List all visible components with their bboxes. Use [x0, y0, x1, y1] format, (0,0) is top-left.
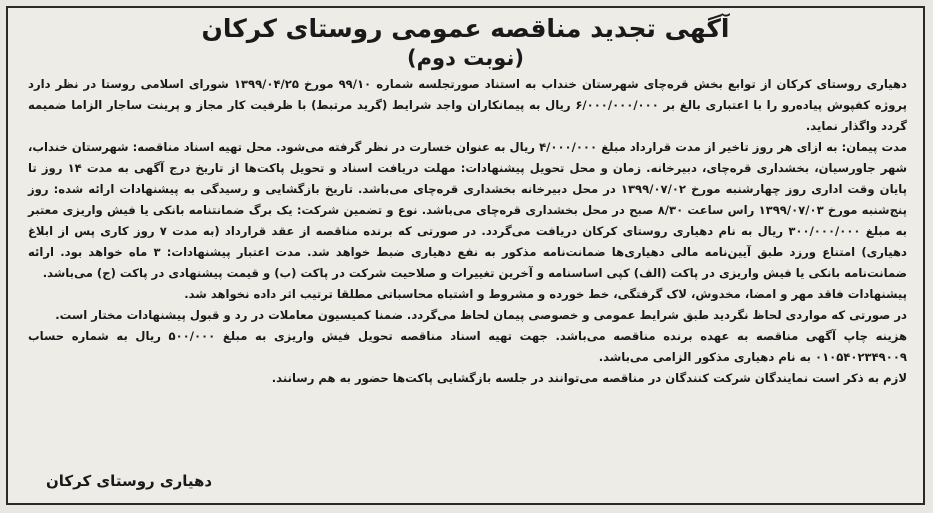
paragraph-general-conditions: در صورتی که مواردی لحاظ نگردید طبق شرایط عمومی و خصوصی پیمان لحاظ می‌گردد. ضمنا کمیسیون معاملات در رد و قبول پیشنهادات مختار است. — [55, 308, 907, 322]
paragraph-invalid-bids: پیشنهادات فاقد مهر و امضا، مخدوش، لاک گرفتگی، خط خورده و مشروط و اشتباه محاسباتی مطلقا ترتیب اثر داده نخواهد شد. — [184, 287, 907, 301]
notice-body — [28, 74, 907, 389]
notice-frame — [6, 6, 925, 505]
notice-title: آگهی تجدید مناقصه عمومی روستای کرکان — [201, 14, 730, 43]
paragraph-intro: دهیاری روستای کرکان از توابع بخش قره‌چای شهرستان خنداب به استناد صورتجلسه شماره ۹۹/۱۰ مورخ ۱۳۹۹/۰۴/۲۵ شورای اسلامی روستا در نظر دارد پروژه کفپوش پیاده‌رو را با اعتباری بالغ بر ۶/۰۰۰/۰۰۰/۰۰۰ ریال به پیمانکاران واجد شرایط (گرید مرتبط) با ظرفیت کار مجاز و پرینت ساجار الزاما ضمیمه گردد واگذار نماید. — [28, 77, 907, 133]
notice-subtitle: (نوبت دوم) — [407, 46, 524, 70]
paragraph-attendance: لازم به ذکر است نمایندگان شرکت کنندگان در مناقصه می‌توانند در جلسه بازگشایی پاکت‌ها حضور به هم رسانند. — [271, 371, 907, 385]
paragraph-terms: مدت پیمان: به ازای هر روز تاخیر از مدت قرارداد مبلغ ۴/۰۰۰/۰۰۰ ریال به عنوان خسارت در نظر گرفته می‌شود. محل تهیه اسناد مناقصه: شهرستان خنداب، شهر جاورسیان، بخشداری قره‌چای، دبیرخانه. زمان و محل تحویل پیشنهادات: مهلت دریافت اسناد و تحویل پاکت‌ها از تاریخ درج آگهی به مدت ۱۴ روز تا پایان وقت اداری روز چهارشنبه مورخ ۱۳۹۹/۰۷/۰۲ در محل دبیرخانه بخشداری قره‌چای می‌باشد. تاریخ بازگشایی و رسیدگی به پیشنهادات ارائه شده: روز پنج‌شنبه مورخ ۱۳۹۹/۰۷/۰۳ راس ساعت ۸/۳۰ صبح در محل بخشداری قره‌چای می‌باشد. نوع و تضمین شرکت: یک برگ ضمانتنامه بانکی یا فیش واریزی معتبر به مبلغ ۳۰۰/۰۰۰/۰۰۰ ریال به نام دهیاری روستای کرکان دریافت می‌گردد. در صورتی که برنده مناقصه از عقد قرارداد (به مدت ۷ روز کاری پس از ابلاغ دهیاری) امتناع ورزد طبق آیین‌نامه مالی دهیاری‌ها ضمانت‌نامه مذکور به نفع دهیاری ضبط خواهد شد. مدت اعتبار پیشنهادات: ۳ ماه خواهد بود. ارائه ضمانت‌نامه بانکی یا فیش واریزی در پاکت (الف) کپی اساسنامه و آخرین تغییرات و صلاحیت شرکت در پاکت (ب) و قیمت پیشنهادی در پاکت (ج) می‌باشد. — [28, 140, 908, 280]
signature: دهیاری روستای کرکان — [46, 472, 213, 490]
paragraph-costs: هزینه چاپ آگهی مناقصه به عهده برنده مناقصه می‌باشد. جهت تهیه اسناد مناقصه تحویل فیش واریزی به مبلغ ۵۰۰/۰۰۰ ریال به شماره حساب ۰۱۰۵۴۰۲۳۴۹۰۰۹ به نام دهیاری مذکور الزامی می‌باشد. — [28, 329, 907, 364]
